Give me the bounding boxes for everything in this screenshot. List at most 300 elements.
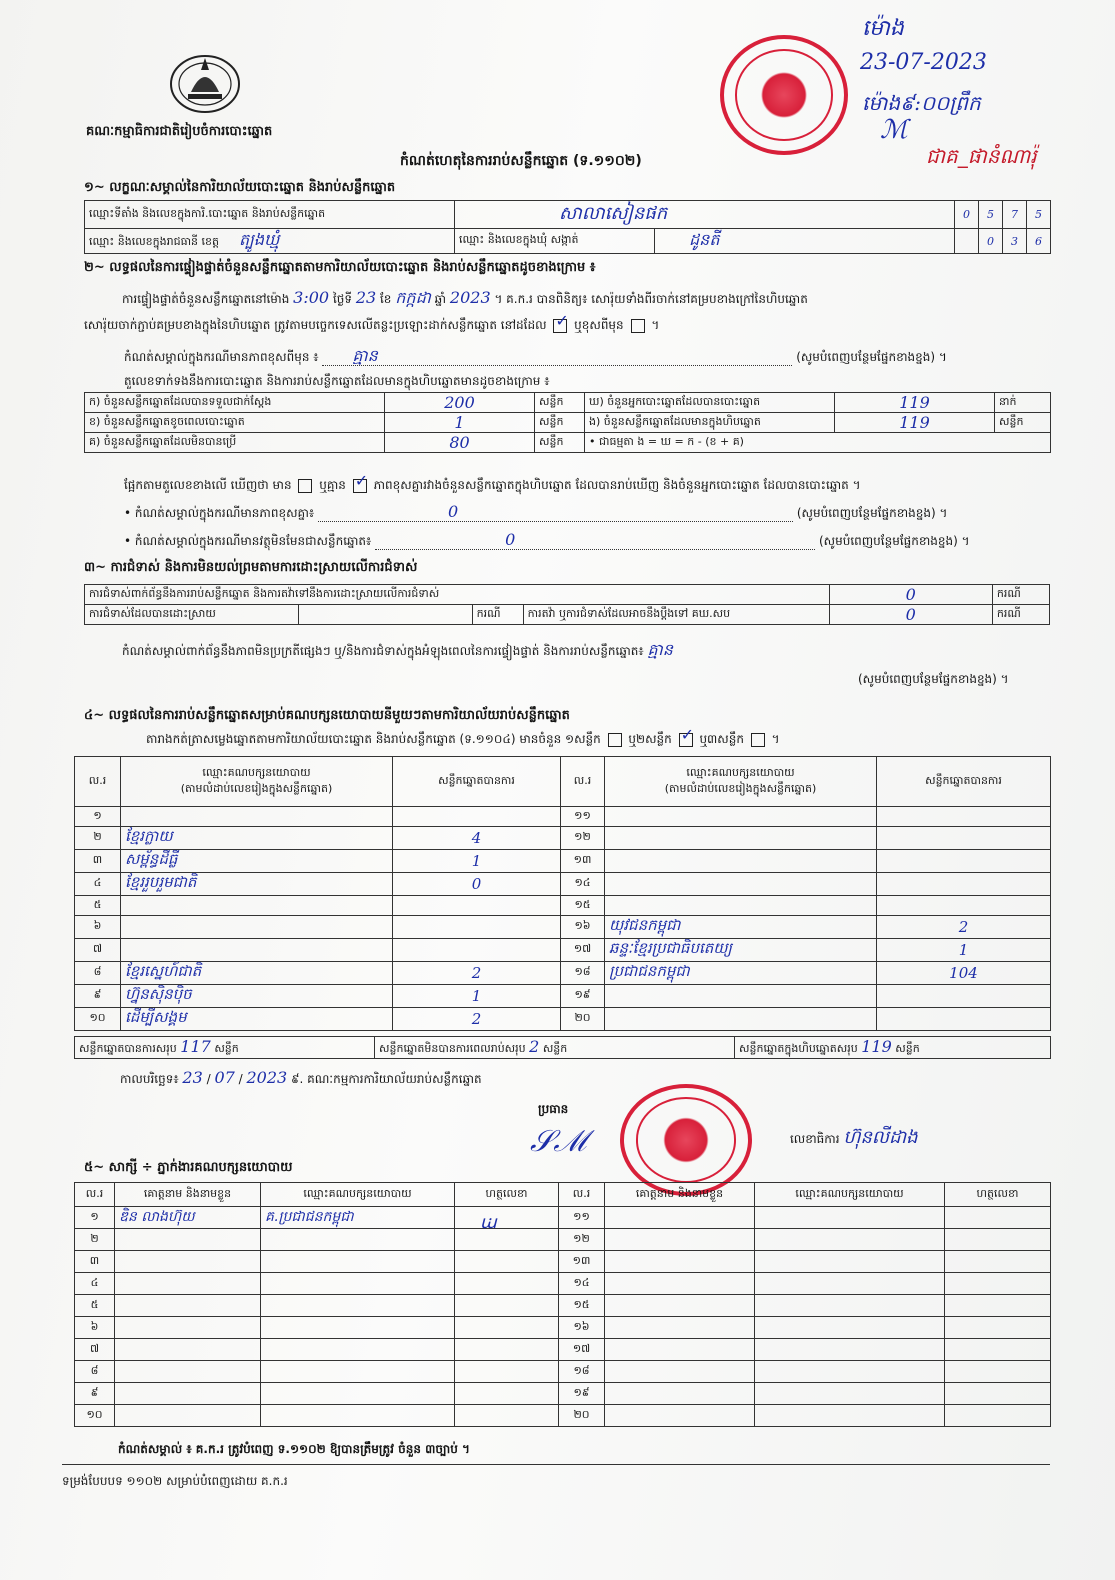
chair-signature: 𝒮ℳ	[530, 1124, 587, 1159]
commune-digit: 3	[1003, 229, 1027, 254]
agent-signature-cell	[945, 1339, 1051, 1361]
unused-label: គ) ចំនួនសន្លឹកឆ្នោតដែលមិនបានប្រើ	[85, 433, 385, 453]
party-name: យុវជនកម្ពុជា	[605, 916, 877, 939]
agent-name	[605, 1273, 755, 1295]
commune-label: ឈ្មោះ និងលេខក្នុងឃុំ សង្កាត់	[455, 229, 655, 254]
agent-name	[115, 1361, 261, 1383]
form-title: កំណត់ហេតុនៃការរាប់សន្លឹកឆ្នោត (ទ.១១០២)	[400, 153, 642, 169]
verify-year: 2023	[449, 288, 491, 307]
party-name: ខ្មែរស្នេហ៍ជាតិ	[121, 962, 393, 985]
row-number: ៩	[75, 1383, 115, 1405]
col-no-header: ល.រ	[75, 1183, 115, 1207]
table-row	[75, 1361, 1051, 1383]
row-number: ៦	[75, 1317, 115, 1339]
vote-count	[877, 873, 1051, 896]
unused-value: 80	[385, 433, 535, 453]
location-digit: 5	[1027, 201, 1051, 229]
vote-count: 1	[393, 985, 561, 1008]
agent-name	[115, 1295, 261, 1317]
row-number: ៤	[75, 1273, 115, 1295]
row-number: ១៧	[561, 939, 605, 962]
box-total-label: សន្លឹកឆ្នោតក្នុងហិបឆ្នោតសរុប	[739, 1042, 858, 1055]
row-number: ៧	[75, 939, 121, 962]
col-party-header: ឈ្មោះគណបក្សនយោបាយ	[202, 765, 311, 779]
agent-party	[755, 1339, 945, 1361]
row-number: ១១	[561, 807, 605, 827]
date-month: 07	[214, 1068, 235, 1087]
col-sign-header: ហត្ថលេខា	[945, 1183, 1051, 1207]
party-name	[605, 896, 877, 916]
agent-party	[261, 1317, 455, 1339]
table-row	[75, 916, 1051, 939]
table-row	[75, 985, 1051, 1008]
location-value: សាលាសៀនផក	[559, 203, 668, 224]
province-label: ឈ្មោះ និងលេខក្នុងរាជធានី ខេត្ត	[89, 235, 219, 248]
party-name: សម្ព័ន្ធដីធ្លី	[121, 850, 393, 873]
official-stamp-bottom	[620, 1084, 752, 1196]
section3-note-value: គ្មាន	[647, 640, 673, 659]
tally-sheet-row: តារាងកត់ត្រាសម្លេងឆ្នោតតាមការិយាល័យបោះឆ្នោត និងរាប់សន្លឹកឆ្នោត (ទ.១១០៤) មានចំនួន ១សន្លឹក ឬ២សន្លឹក ✓ ឬ៣សន្លឹក ។	[146, 732, 780, 747]
resolved-label: ការជំទាស់ដែលបានដោះស្រាយ	[85, 605, 299, 625]
results-table	[74, 756, 1051, 1031]
note-suffix: (សូមបំពេញបន្ថែមផ្នែកខាងខ្នង) ។	[796, 350, 947, 364]
agent-name	[115, 1317, 261, 1339]
note-suffix: (សូមបំពេញបន្ថែមផ្នែកខាងខ្នង) ។	[818, 534, 970, 548]
party-name	[605, 1008, 877, 1031]
vote-count	[393, 939, 561, 962]
totals-table	[74, 1036, 1051, 1059]
table-row	[75, 962, 1051, 985]
note-suffix: (សូមបំពេញបន្ថែមផ្នែកខាងខ្នង) ។	[796, 506, 948, 520]
row-number: ១៩	[559, 1383, 605, 1405]
agent-name	[605, 1361, 755, 1383]
vote-count: 2	[393, 1008, 561, 1031]
text: ។ គ.ក.រ បានពិនិត្យ៖ សោរ៉ុយទាំងពីរចាក់នៅគម្របខាងក្រៅនៃហិបឆ្នោត	[494, 292, 808, 306]
col-no-header: ល.រ	[559, 1183, 605, 1207]
agent-party	[755, 1317, 945, 1339]
text: សោរ៉ុយចាក់ភ្ជាប់គម្របខាងក្នុងនៃហិបឆ្នោត ត្រូវតាមបច្ចេកទេសលើតន្លះប្រឡោះដាក់សន្លឹកឆ្នោត នៅដដែល	[84, 318, 547, 332]
party-name: ឆន្ទៈខ្មែរប្រជាធិបតេយ្យ	[605, 939, 877, 962]
row-number: ២០	[559, 1405, 605, 1427]
party-name: ហ្វ៊ុនស៊ិនប៉ិច	[121, 985, 393, 1008]
section4-title: ៤~ លទ្ធផលនៃការរាប់សន្លឹកឆ្នោតសម្រាប់គណបក្សនយោបាយនីមួយៗតាមការិយាល័យរាប់សន្លឹកឆ្នោត	[84, 708, 570, 723]
agent-signature-cell	[945, 1229, 1051, 1251]
row-number: ៤	[75, 873, 121, 896]
col-votes-header: សន្លឹកឆ្នោតបានការ	[393, 757, 561, 807]
agent-name	[115, 1251, 261, 1273]
vote-count	[393, 807, 561, 827]
agent-name	[605, 1383, 755, 1405]
agent-signature: ꭐ	[480, 1212, 497, 1233]
unit: សន្លឹក	[895, 1042, 920, 1055]
agent-signature-cell	[455, 1405, 559, 1427]
agent-signature-cell	[455, 1207, 559, 1229]
unit: នាក់	[995, 393, 1051, 413]
agent-signature-cell	[945, 1361, 1051, 1383]
agent-signature-cell	[455, 1339, 559, 1361]
row-number: ៩	[75, 985, 121, 1008]
table-row	[75, 896, 1051, 916]
vote-count: 1	[393, 850, 561, 873]
no-difference-checkbox[interactable]	[353, 479, 367, 493]
col-party-header: ឈ្មោះគណបក្សនយោបាយ	[261, 1183, 455, 1207]
agent-party	[261, 1361, 455, 1383]
row-number: ១	[75, 807, 121, 827]
table-row	[75, 1295, 1051, 1317]
vote-count	[877, 807, 1051, 827]
appeal-value: 0	[829, 605, 992, 625]
vote-count	[877, 1008, 1051, 1031]
row-number: ២០	[561, 1008, 605, 1031]
text: ការផ្ទៀងផ្ទាត់ចំនួនសន្លឹកឆ្នោតនៅម៉ោង	[122, 292, 290, 306]
row-number: ១៨	[559, 1361, 605, 1383]
party-name: ខ្មែរក្លាយ	[121, 827, 393, 850]
verification-paragraph	[122, 290, 808, 307]
nec-emblem-icon	[166, 48, 244, 116]
note2-label: • កំណត់សម្គាល់ក្នុងករណីមានភាពខុសគ្នា៖	[124, 506, 315, 520]
party-name: ដើម្បីសង្គម	[121, 1008, 393, 1031]
note2-value: 0	[448, 502, 459, 521]
unit: ករណី	[992, 605, 1049, 625]
section5-title: ៥~ សាក្សី ÷ ភ្នាក់ងារគណបក្សនយោបាយ	[84, 1160, 293, 1175]
row-number: ៣	[75, 1251, 115, 1273]
table-row	[75, 1008, 1051, 1031]
text: ឬខុសពីមុន	[574, 318, 624, 332]
unit: សន្លឹក	[535, 413, 585, 433]
formula-note: • ជាធម្មតា ង = ឃ = ក - (ខ + គ)	[585, 433, 1051, 453]
vote-count	[877, 827, 1051, 850]
agent-name	[605, 1251, 755, 1273]
agent-party	[755, 1383, 945, 1405]
agent-party	[261, 1273, 455, 1295]
footer-divider	[62, 1464, 1050, 1465]
handwritten-signature-top: ℳ	[880, 115, 908, 145]
row-number: ១១	[559, 1207, 605, 1229]
note3-row	[124, 532, 970, 550]
row-number: ៨	[75, 1361, 115, 1383]
agent-signature-cell	[455, 1383, 559, 1405]
received-value: 200	[385, 393, 535, 413]
comparison-row	[124, 478, 861, 493]
valid-total-value: 117	[180, 1037, 211, 1056]
text: កំណត់សម្គាល់ពាក់ព័ន្ធនឹងភាពមិនប្រក្រតីផ្សេងៗ ឬ/និងការជំទាស់ក្នុងអំឡុងពេលនៃការផ្ទៀងផ្ទាត់ និងការរាប់សន្លឹកឆ្នោត៖	[122, 644, 644, 658]
row-number: ១៤	[561, 873, 605, 896]
unit: សន្លឹក	[535, 433, 585, 453]
row-number: ៥	[75, 1295, 115, 1317]
note3-label: • កំណត់សម្គាល់ក្នុងករណីមានវត្ថុមិនមែនជាសន្លឹកឆ្នោត៖	[124, 534, 372, 548]
row-number: ២	[75, 827, 121, 850]
footer-note: កំណត់សម្គាល់ ៖ គ.ក.រ ត្រូវបំពេញ ទ.១១០២ ឱ្យបានត្រឹមត្រូវ ចំនួន ៣ច្បាប់ ។	[118, 1442, 470, 1456]
location-digit: 7	[1003, 201, 1027, 229]
invalid-total-value: 2	[529, 1037, 540, 1056]
table-row	[75, 807, 1051, 827]
section1-title: ១~ លក្ខណៈសម្គាល់នៃការិយាល័យបោះឆ្នោត និងរាប់សន្លឹកឆ្នោត	[84, 180, 396, 195]
text: ភាពខុសគ្នារវាងចំនួនសន្លឹកឆ្នោតក្នុងហិបឆ្នោត ដែលបានរាប់ឃើញ និងចំនួនអ្នកបោះឆ្នោត ដែលបានបោះឆ្នោត ។	[373, 478, 861, 492]
col-name-header: គោត្តនាម និងនាមខ្លួន	[115, 1183, 261, 1207]
agent-name	[605, 1229, 755, 1251]
voters-label: ឃ) ចំនួនអ្នកបោះឆ្នោតដែលបានបោះឆ្នោត	[585, 393, 835, 413]
agent-party	[755, 1229, 945, 1251]
agent-party	[261, 1251, 455, 1273]
vote-count	[393, 896, 561, 916]
table-row	[75, 1339, 1051, 1361]
party-name	[605, 873, 877, 896]
verify-day: 23	[355, 288, 377, 307]
table-row	[75, 939, 1051, 962]
unit: សន្លឹក	[535, 393, 585, 413]
box-total-value: 119	[861, 1037, 892, 1056]
row-number: ៥	[75, 896, 121, 916]
row-number: ១៨	[561, 962, 605, 985]
text: ឆ្នាំ	[434, 292, 447, 306]
agent-name	[115, 1383, 261, 1405]
agent-name	[115, 1339, 261, 1361]
objections-table	[84, 584, 1050, 625]
commune-value: ដូនតី	[689, 230, 720, 249]
date-year: 2023	[246, 1068, 288, 1087]
party-name	[605, 827, 877, 850]
agent-party	[261, 1405, 455, 1427]
vote-count: 104	[877, 962, 1051, 985]
party-name: ប្រជាជនកម្ពុជា	[605, 962, 877, 985]
party-name	[121, 916, 393, 939]
row-number: ១៦	[561, 916, 605, 939]
agent-signature-cell	[455, 1361, 559, 1383]
objection-label: ការជំទាស់ពាក់ព័ន្ធនឹងការរាប់សន្លឹកឆ្នោត និងការតវ៉ាទៅនឹងការដោះស្រាយលើការជំទាស់	[85, 585, 830, 605]
row-number: ២	[75, 1229, 115, 1251]
agent-name	[605, 1317, 755, 1339]
agent-signature-cell	[945, 1273, 1051, 1295]
table-row	[75, 1405, 1051, 1427]
red-handwritten-note: ជាគ_ផានំណារ៉ុ	[926, 144, 1037, 168]
agent-signature-cell	[945, 1207, 1051, 1229]
section3-title: ៣~ ការជំទាស់ និងការមិនយល់ព្រមតាមការដោះស្រាយលើការជំទាស់	[84, 560, 418, 575]
text: ឬ២សន្លឹក	[628, 732, 672, 746]
agent-name	[605, 1207, 755, 1229]
vote-count	[877, 985, 1051, 1008]
row-number: ១៩	[561, 985, 605, 1008]
col-party-subheader: (តាមលំដាប់លេខរៀងក្នុងសន្លឹកឆ្នោត)	[664, 781, 817, 795]
official-stamp-top	[720, 35, 848, 155]
commune-digit: 6	[1027, 229, 1051, 254]
text: ផ្អែកតាមតួលេខខាងលើ ឃើញថា មាន	[124, 478, 292, 492]
date-row: កាលបរិច្ឆេទ៖ 23 / 07 / 2023 ៩. គណៈកម្មការការិយាល័យរាប់សន្លឹកឆ្នោត	[120, 1068, 482, 1087]
col-name-header: គោត្តនាម និងនាមខ្លួន	[605, 1183, 755, 1207]
col-no-header: ល.រ	[75, 757, 121, 807]
table-row	[75, 1251, 1051, 1273]
col-party-subheader: (តាមលំដាប់លេខរៀងក្នុងសន្លឹកឆ្នោត)	[180, 781, 333, 795]
note3-value: 0	[505, 530, 516, 549]
col-votes-header: សន្លឹកឆ្នោតបានការ	[877, 757, 1051, 807]
changed-checkbox[interactable]	[631, 319, 645, 333]
col-no-header: ល.រ	[561, 757, 605, 807]
party-name: ខ្មែររួបរួមជាតិ	[121, 873, 393, 896]
unit: ករណី	[992, 585, 1049, 605]
section2-title: ២~ លទ្ធផលនៃការផ្ទៀងផ្ទាត់ចំនួនសន្លឹកឆ្នោតតាមការិយាល័យបោះឆ្នោត និងរាប់សន្លឹកឆ្នោតដូចខាងក្រោម ៖	[84, 260, 596, 275]
secretary-label: លេខាធិការ	[790, 1132, 840, 1146]
row-number: ១៣	[559, 1251, 605, 1273]
spoiled-value: 1	[385, 413, 535, 433]
three-sheets-checkbox[interactable]	[751, 733, 765, 747]
agents-table	[74, 1182, 1051, 1427]
agent-name	[115, 1273, 261, 1295]
date-day: 23	[182, 1068, 203, 1087]
location-label: ឈ្មោះទីតាំង និងលេខក្នុងការិ.បោះឆ្នោត និងរាប់សន្លឹកឆ្នោត	[85, 201, 455, 229]
agent-party	[261, 1229, 455, 1251]
row-number: ៨	[75, 962, 121, 985]
agent-party	[261, 1295, 455, 1317]
col-party-header: ឈ្មោះគណបក្សនយោបាយ	[755, 1183, 945, 1207]
handwritten-note-line1: ម៉ោង	[862, 16, 904, 41]
party-name	[605, 985, 877, 1008]
voters-value: 119	[835, 393, 995, 413]
verification-paragraph-2: សោរ៉ុយចាក់ភ្ជាប់គម្របខាងក្នុងនៃហិបឆ្នោត ត្រូវតាមបច្ចេកទេសលើតន្លះប្រឡោះដាក់សន្លឹកឆ្នោត នៅដដែល ✓ ឬខុសពីមុន ។	[84, 318, 659, 333]
party-name	[605, 807, 877, 827]
row-number: ១៧	[559, 1339, 605, 1361]
chair-label: ប្រធាន	[538, 1102, 569, 1116]
committee-label: ៩. គណៈកម្មការការិយាល័យរាប់សន្លឹកឆ្នោត	[291, 1072, 482, 1086]
section3-note-suffix: (សូមបំពេញបន្ថែមផ្នែកខាងខ្នង) ។	[858, 672, 1009, 686]
party-name	[121, 896, 393, 916]
col-sign-header: ហត្ថលេខា	[455, 1183, 559, 1207]
agent-party	[755, 1207, 945, 1229]
agent-party	[755, 1295, 945, 1317]
text: ឬ៣សន្លឹក	[699, 732, 744, 746]
agent-signature-cell	[945, 1405, 1051, 1427]
province-value: ត្បូងឃ្មុំ	[239, 230, 280, 249]
note1-label: កំណត់សម្គាល់ក្នុងករណីមានភាពខុសពីមុន ៖	[124, 350, 319, 364]
row-number: ១០	[75, 1008, 121, 1031]
table-row	[75, 827, 1051, 850]
vote-count: 2	[393, 962, 561, 985]
in-box-value: 119	[835, 413, 995, 433]
agent-party: គ.ប្រជាជនកម្ពុជា	[261, 1207, 455, 1229]
agent-name: ឌិន លាងហ៊ុយ	[115, 1207, 261, 1229]
agent-name	[115, 1405, 261, 1427]
row-number: ១	[75, 1207, 115, 1229]
table-row	[75, 873, 1051, 896]
note1-value: គ្មាន	[352, 346, 378, 365]
objection-value: 0	[829, 585, 992, 605]
row-number: ១៦	[559, 1317, 605, 1339]
row-number: ១២	[561, 827, 605, 850]
unit: ករណី	[472, 605, 523, 625]
has-difference-checkbox[interactable]	[298, 479, 312, 493]
vote-count: 4	[393, 827, 561, 850]
agent-party	[261, 1383, 455, 1405]
agent-party	[755, 1405, 945, 1427]
agent-signature-cell	[455, 1273, 559, 1295]
location-digit: 5	[979, 201, 1003, 229]
section3-note	[122, 642, 673, 659]
row-number: ១៣	[561, 850, 605, 873]
commune-digit: 0	[979, 229, 1003, 254]
unchanged-checkbox[interactable]	[553, 319, 567, 333]
agent-signature-cell	[945, 1383, 1051, 1405]
unit: សន្លឹក	[542, 1042, 568, 1055]
agent-signature-cell	[945, 1295, 1051, 1317]
verify-month: កក្កដា	[395, 288, 431, 307]
vote-count: 0	[393, 873, 561, 896]
table-row	[75, 1229, 1051, 1251]
secretary-row	[790, 1127, 918, 1148]
verify-time: 3:00	[293, 288, 330, 307]
agent-signature-cell	[455, 1251, 559, 1273]
unit: សន្លឹក	[214, 1042, 239, 1055]
handwritten-note-time: ម៉ោង៩:០០ព្រឹក	[862, 91, 981, 115]
agent-name	[605, 1295, 755, 1317]
unit: សន្លឹក	[995, 413, 1051, 433]
agent-party	[755, 1251, 945, 1273]
table-row	[75, 1383, 1051, 1405]
agent-signature-cell	[455, 1295, 559, 1317]
vote-count: 1	[877, 939, 1051, 962]
agent-name	[605, 1339, 755, 1361]
table-row	[75, 1207, 1051, 1229]
agent-name	[605, 1405, 755, 1427]
vote-count: 2	[877, 916, 1051, 939]
table-row	[75, 850, 1051, 873]
note2-row	[124, 504, 947, 522]
row-number: ១៤	[559, 1273, 605, 1295]
counts-intro: តួលេខទាក់ទងនឹងការបោះឆ្នោត និងការរាប់សន្លឹកឆ្នោតដែលមានក្នុងហិបឆ្នោតមានដូចខាងក្រោម ៖	[124, 374, 550, 388]
vote-count	[877, 850, 1051, 873]
in-box-label: ង) ចំនួនសន្លឹកឆ្នោតដែលមានក្នុងហិបឆ្នោត	[585, 413, 835, 433]
two-sheets-checkbox[interactable]	[679, 733, 693, 747]
row-number: ៦	[75, 916, 121, 939]
invalid-total-label: សន្លឹកឆ្នោតមិនបានការពេលរាប់សរុប	[379, 1042, 526, 1055]
agent-signature-cell	[945, 1317, 1051, 1339]
row-number: ៧	[75, 1339, 115, 1361]
note1-row	[124, 348, 947, 366]
text: ថ្ងៃទី	[332, 292, 352, 306]
col-party-header: ឈ្មោះគណបក្សនយោបាយ	[686, 765, 795, 779]
row-number: ១៥	[559, 1295, 605, 1317]
agent-signature-cell	[455, 1229, 559, 1251]
agent-party	[755, 1273, 945, 1295]
party-name	[121, 807, 393, 827]
received-label: ក) ចំនួនសន្លឹកឆ្នោតដែលបានទទួលជាក់ស្តែង	[85, 393, 385, 413]
text: ខែ	[380, 292, 392, 306]
text: ឬគ្មាន	[319, 478, 346, 492]
valid-total-label: សន្លឹកឆ្នោតបានការសរុប	[79, 1042, 177, 1055]
appeal-label: ការតវ៉ា ឬការជំទាស់ដែលអាចនឹងប្តឹងទៅ គឃ.សប	[523, 605, 829, 625]
row-number: ១៥	[561, 896, 605, 916]
date-label: កាលបរិច្ឆេទ៖	[120, 1072, 179, 1086]
row-number: ១០	[75, 1405, 115, 1427]
counts-table	[84, 392, 1051, 453]
row-number: ៣	[75, 850, 121, 873]
location-digit: 0	[955, 201, 979, 229]
vote-count	[393, 916, 561, 939]
agent-signature-cell	[945, 1251, 1051, 1273]
one-sheet-checkbox[interactable]	[608, 733, 622, 747]
agent-signature-cell	[455, 1317, 559, 1339]
secretary-name: ហ៊ុនលីដាង	[843, 1127, 918, 1148]
vote-count	[877, 896, 1051, 916]
party-name	[121, 939, 393, 962]
section1-table	[84, 200, 1051, 254]
table-row	[75, 1317, 1051, 1339]
commission-name: គណៈកម្មាធិការជាតិរៀបចំការបោះឆ្នោត	[86, 124, 273, 139]
agent-party	[755, 1361, 945, 1383]
footer-form-label: ទម្រង់បែបបទ ១១០២ សម្រាប់បំពេញដោយ គ.ក.រ	[62, 1474, 288, 1488]
row-number: ១២	[559, 1229, 605, 1251]
party-name	[605, 850, 877, 873]
table-row	[75, 1273, 1051, 1295]
agent-name	[115, 1229, 261, 1251]
text: តារាងកត់ត្រាសម្លេងឆ្នោតតាមការិយាល័យបោះឆ្នោត និងរាប់សន្លឹកឆ្នោត (ទ.១១០៤) មានចំនួន ១សន្លឹក	[146, 732, 601, 746]
